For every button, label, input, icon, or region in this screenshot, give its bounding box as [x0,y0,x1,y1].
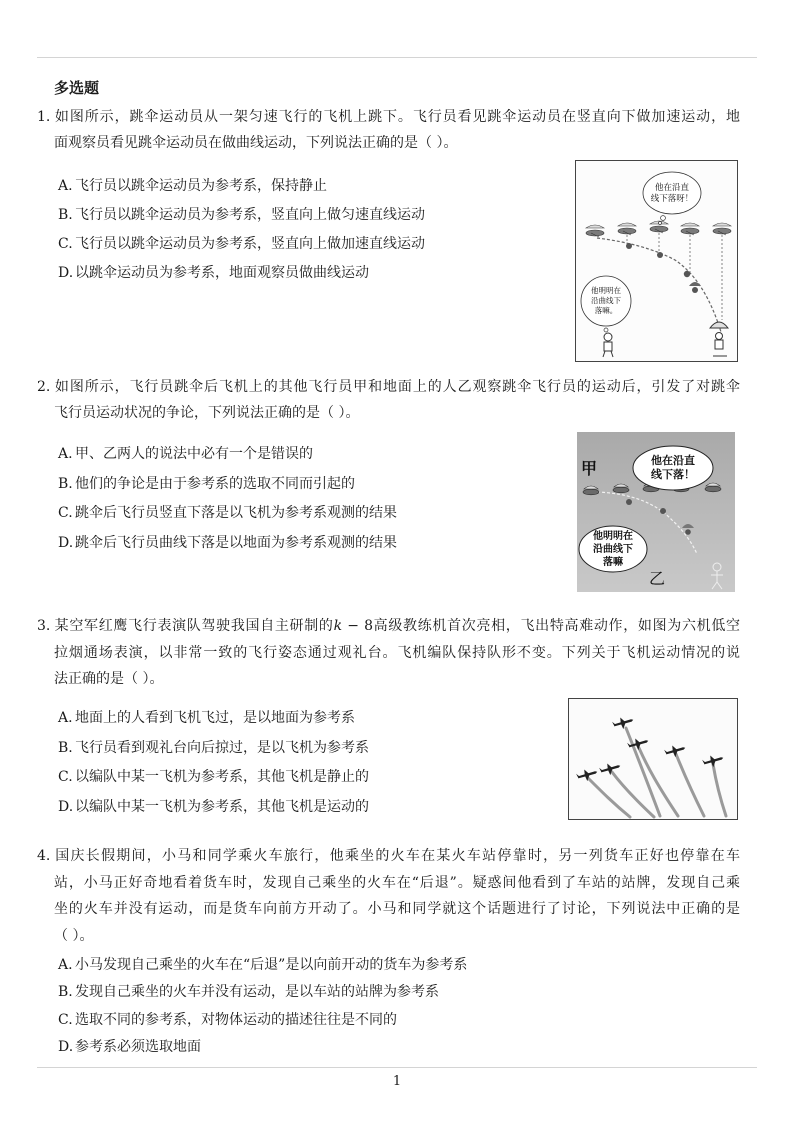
figure-2 [577,432,735,592]
plane-icon [713,223,731,235]
bubble-text: 他在沿直 [654,183,690,193]
figure-3-illustration [568,698,738,820]
question-number: 1. [37,109,51,125]
question-2-line-2: 飞行员运动状况的争论，下列说法正确的是（ ）。 [54,405,360,421]
option-d [58,1034,467,1061]
math-expression: − 8 [342,618,373,634]
option-label: A. [58,446,73,462]
figure-3 [568,698,738,820]
option-text: 小马发现自己乘坐的火车在“后退”是以向前开动的货车为参考系 [75,957,468,973]
bubble-text: 线下落！ [651,468,695,481]
question-3-line-3: 法正确的是（ ）。 [54,671,164,687]
math-variable: k [333,618,343,634]
option-text: 飞行员以跳伞运动员为参考系，竖直向上做加速直线运动 [75,236,425,252]
parachutist-icon [685,529,691,535]
question-4-line-4: （ ）。 [54,928,94,945]
question-2-options [58,440,397,559]
label-yi: 乙 [649,569,666,588]
option-label: D. [58,535,74,552]
option-c [58,763,369,793]
question-number: 2. [37,379,51,395]
bubble-text: 落嘛。 [594,306,618,315]
question-4-options [58,952,467,1061]
option-a [58,952,467,979]
bubble-text: 他明明在 [591,286,621,295]
option-text: 甲、乙两人的说法中必有一个是错误的 [75,446,313,462]
option-text: 以跳伞运动员为参考系，地面观察员做曲线运动 [75,265,369,281]
option-c [58,230,425,259]
speech-bubble-top [633,446,713,490]
option-text: 飞行员以跳伞运动员为参考系，竖直向上做匀速直线运动 [75,207,425,223]
parachutist-icon [684,271,690,277]
parachutist-icon [692,287,698,293]
option-label: A. [58,957,73,973]
question-text: 如图所示，飞行员跳伞后飞机上的其他飞行员甲和地面上的人乙观察跳伞飞行员的运动后，引发了对跳伞 [54,379,740,395]
option-label: C. [58,1011,73,1028]
question-4 [37,843,740,950]
option-a [58,704,369,734]
option-b [58,201,425,230]
question-text: 高级教练机首次亮相，飞出特高难动作，如图为六机低空 [373,618,740,634]
option-text: 参考系必须选取地面 [75,1038,201,1055]
question-3-line-2: 拉烟通场表演，以非常一致的飞行姿态通过观礼台。飞机编队保持队形不变。下列关于飞机运动情况的说 [54,644,740,661]
option-label: D. [58,799,74,816]
bubble-text: 落嘛 [603,557,623,568]
section-title: 多选题 [54,79,100,97]
option-text: 跳伞后飞行员曲线下落是以地面为参考系观测的结果 [75,535,397,552]
option-label: B. [58,207,73,223]
question-2-line-1 [37,374,740,400]
option-label: B. [58,739,73,756]
question-text: 如图所示，跳伞运动员从一架匀速飞行的飞机上跳下。飞行员看见跳伞运动员在竖直向下做加速运动，地 [54,109,740,125]
label-jia: 甲 [581,459,598,478]
bubble-text: 他在沿直 [651,454,695,467]
option-a [58,172,425,201]
bubble-text: 线下落呀！ [650,194,694,204]
question-3 [37,613,740,693]
option-text: 跳伞后飞行员竖直下落是以飞机为参考系观测的结果 [75,505,397,522]
option-a [58,440,397,470]
question-4-line-2: 站，小马正好奇地看着货车时，发现自己乘坐的火车在“后退”。疑惑间他看到了车站的站牌，发现自己乘 [54,874,740,891]
option-text: 飞行员以跳伞运动员为参考系，保持静止 [75,178,327,194]
option-text: 选取不同的参考系，对物体运动的描述往往是不同的 [75,1011,397,1028]
plane-icon [681,223,699,235]
speech-bubble-bottom [579,526,647,572]
option-label: C. [58,236,73,252]
parachutist-icon [657,252,663,258]
option-d [58,259,425,288]
question-2 [37,374,740,426]
parachutist-icon [626,243,632,249]
option-b [58,734,369,764]
question-3-line-1 [37,613,740,640]
figure-1 [575,160,738,362]
parachutist-icon [660,508,666,514]
header-divider [37,57,757,58]
question-number: 3. [37,618,51,634]
question-1-line-2: 面观察员看见跳伞运动员在做曲线运动，下列说法正确的是（ ）。 [54,135,458,151]
option-label: B. [58,475,73,492]
option-label: C. [58,769,73,786]
option-text: 以编队中某一飞机为参考系，其他飞机是运动的 [75,799,369,816]
parachutist-icon [626,499,632,505]
question-3-options [58,704,369,823]
option-text: 以编队中某一飞机为参考系，其他飞机是静止的 [75,769,369,786]
bubble-text: 沿曲线下 [591,296,621,305]
option-label: C. [58,505,73,522]
footer-divider [37,1067,757,1068]
option-b [58,979,467,1006]
question-1-options [58,172,425,288]
page-number: 1 [392,1074,402,1089]
figure-2-illustration [577,432,735,592]
option-d [58,793,369,823]
option-c [58,1007,467,1034]
question-1-line-1 [37,104,740,130]
figure-1-illustration [575,160,738,362]
option-c [58,499,397,529]
option-text: 飞行员看到观礼台向后掠过，是以飞机为参考系 [75,739,369,756]
option-text: 发现自己乘坐的火车并没有运动，是以车站的站牌为参考系 [75,984,439,1001]
question-4-line-1 [37,843,740,870]
plane-icon [586,225,604,237]
question-4-line-3: 坐的火车并没有运动，而是货车向前方开动了。小马和同学就这个话题进行了讨论，下列说法中正确的是 [54,901,740,918]
question-text: 某空军红鹰飞行表演队驾驶我国自主研制的 [54,618,334,634]
bubble-text: 他明明在 [593,531,633,542]
option-label: A. [58,710,73,726]
option-d [58,529,397,559]
option-label: D. [58,265,74,281]
option-b [58,470,397,500]
option-label: A. [58,178,73,194]
option-label: D. [58,1038,74,1055]
option-text: 地面上的人看到飞机飞过，是以地面为参考系 [75,710,355,726]
question-number: 4. [37,848,51,864]
option-label: B. [58,984,73,1001]
plane-icon [618,223,636,235]
question-1 [37,104,740,156]
bubble-text: 沿曲线下 [593,544,633,555]
option-text: 他们的争论是由于参考系的选取不同而引起的 [75,475,355,492]
question-text: 国庆长假期间，小马和同学乘火车旅行，他乘坐的火车在某火车站停靠时，另一列货车正好也停靠在车 [54,848,740,864]
